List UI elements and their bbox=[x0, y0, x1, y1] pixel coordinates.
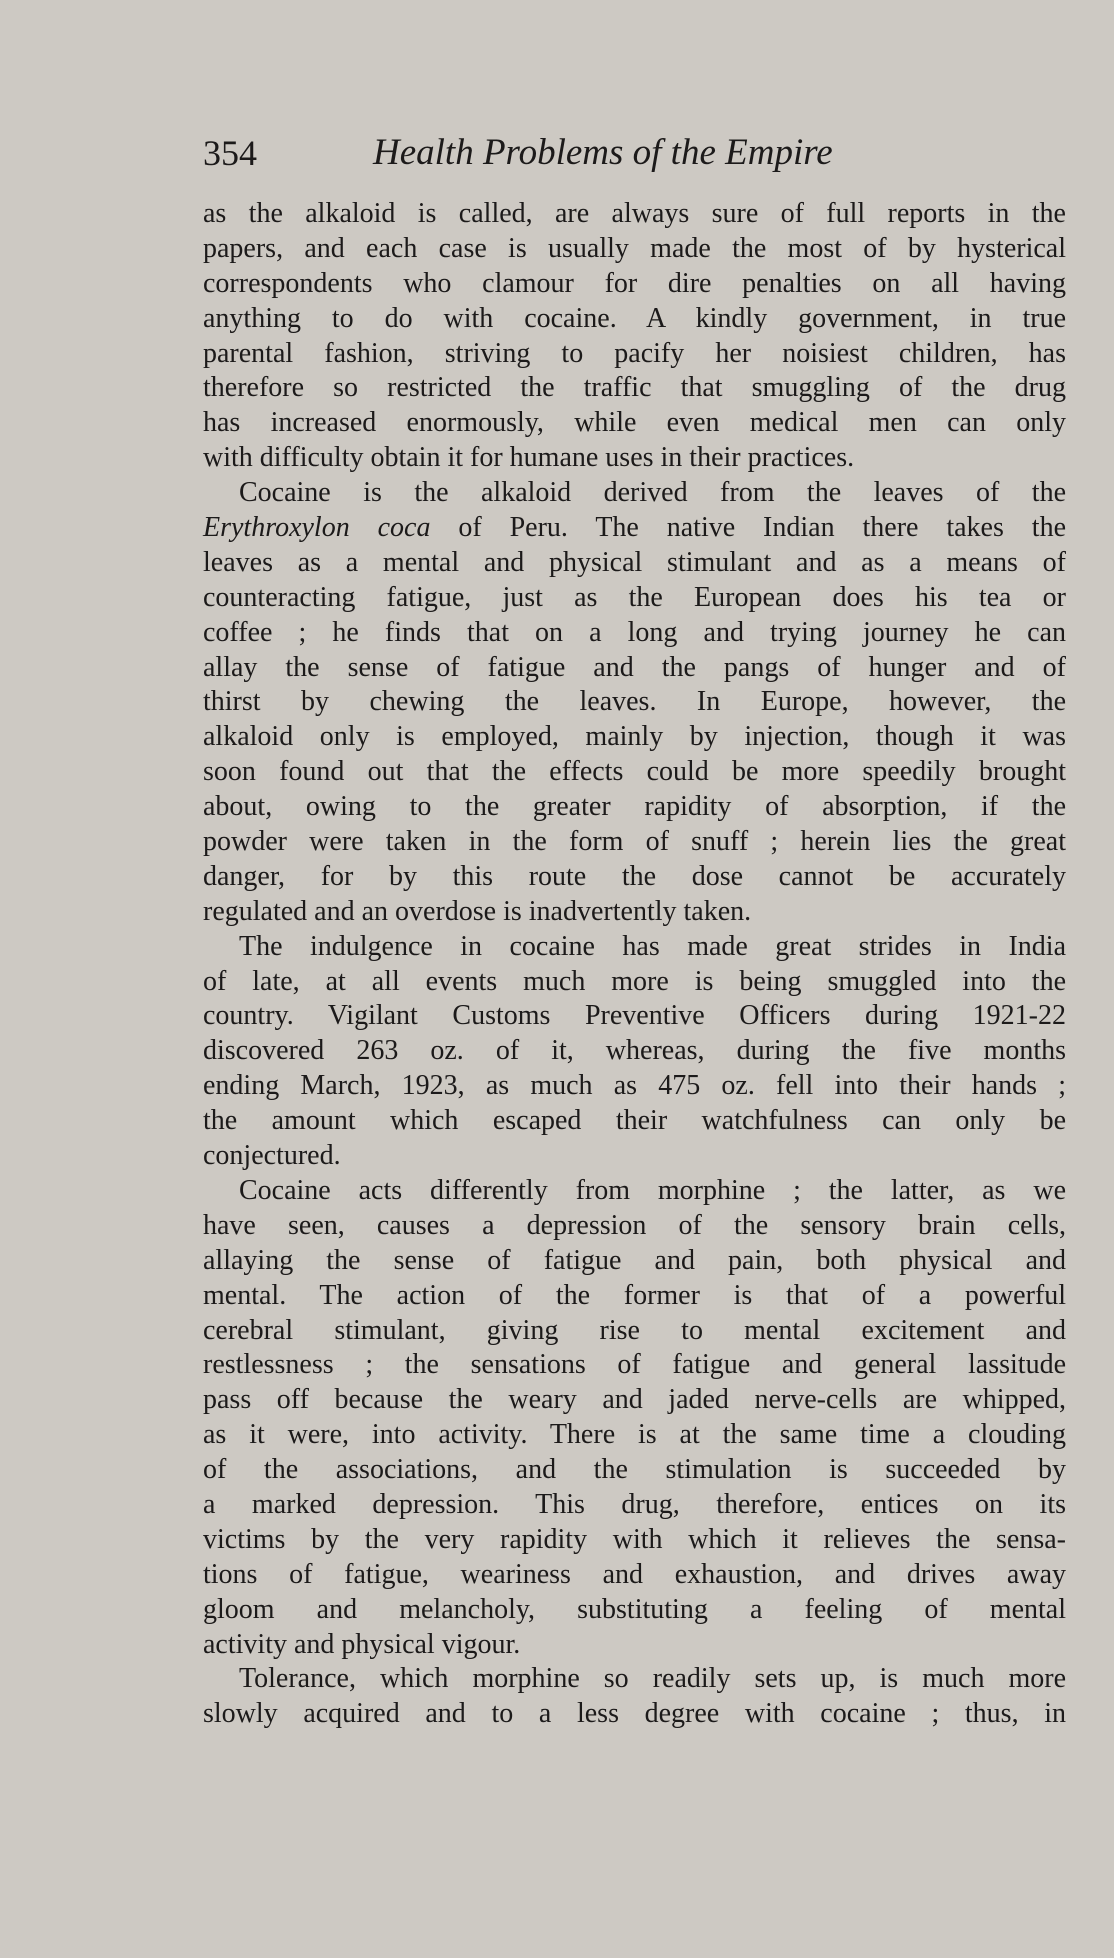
line-text: with difficulty obtain it for humane uses in their practices. bbox=[203, 442, 855, 474]
text-line bbox=[203, 1279, 1066, 1314]
text-line bbox=[203, 965, 1066, 1000]
line-text: the amount which escaped their watchfulness can only be bbox=[203, 1105, 1066, 1137]
text-line bbox=[203, 999, 1066, 1034]
text-line bbox=[203, 1697, 1066, 1732]
line-text: papers, and each case is usually made the most of by hysterical bbox=[203, 232, 1066, 264]
text-line bbox=[203, 1104, 1066, 1139]
text-line bbox=[203, 1209, 1066, 1244]
page-number: 354 bbox=[203, 133, 257, 173]
line-text: coffee ; he finds that on a long and trying journey he can bbox=[203, 616, 1066, 648]
line-text: mental. The action of the former is that of a powerful bbox=[203, 1279, 1066, 1311]
text-line bbox=[203, 720, 1066, 755]
line-text: tions of fatigue, weariness and exhaustion, and drives away bbox=[203, 1558, 1066, 1590]
line-text: victims by the very rapidity with which it relieves the sensa- bbox=[203, 1523, 1066, 1555]
running-title: Health Problems of the Empire bbox=[373, 132, 833, 173]
line-text: powder were taken in the form of snuff ; herein lies the great bbox=[203, 826, 1066, 858]
text-line bbox=[203, 197, 1066, 232]
text-line bbox=[203, 371, 1066, 406]
line-text: activity and physical vigour. bbox=[203, 1628, 521, 1660]
running-header bbox=[203, 128, 1066, 178]
line-text: danger, for by this route the dose cannot be accurately bbox=[203, 860, 1066, 892]
text-line bbox=[203, 825, 1066, 860]
line-text: as the alkaloid is called, are always sure of full reports in the bbox=[203, 198, 1066, 229]
line-text: conjectured. bbox=[203, 1140, 341, 1172]
line-text: ending March, 1923, as much as 475 oz. fell into their hands ; bbox=[203, 1070, 1066, 1102]
line-text: alkaloid only is employed, mainly by injection, though it was bbox=[203, 721, 1066, 753]
text-line bbox=[203, 1453, 1066, 1488]
text-line bbox=[203, 1418, 1066, 1453]
line-text: Cocaine acts differently from morphine ; the latter, as we bbox=[239, 1174, 1066, 1206]
text-line bbox=[203, 337, 1066, 372]
text-line bbox=[203, 546, 1066, 581]
line-text: parental fashion, striving to pacify her noisiest children, has bbox=[203, 337, 1066, 369]
text-line bbox=[203, 1662, 1066, 1697]
body-text bbox=[203, 197, 1066, 1732]
text-line bbox=[203, 755, 1066, 790]
line-text: cerebral stimulant, giving rise to mental excitement and bbox=[203, 1314, 1066, 1346]
text-line bbox=[203, 1034, 1066, 1069]
text-line bbox=[203, 511, 1066, 546]
line-text: allaying the sense of fatigue and pain, both physical and bbox=[203, 1244, 1066, 1276]
text-line bbox=[203, 1348, 1066, 1383]
text-line bbox=[203, 1558, 1066, 1593]
line-text: country. Vigilant Customs Preventive Officers during 1921-22 bbox=[203, 1000, 1066, 1032]
text-line bbox=[203, 232, 1066, 267]
line-text: leaves as a mental and physical stimulant and as a means of bbox=[203, 546, 1066, 578]
italic-term: Erythroxylon coca bbox=[203, 512, 431, 544]
line-text: about, owing to the greater rapidity of absorption, if the bbox=[203, 791, 1066, 823]
line-text: have seen, causes a depression of the sensory brain cells, bbox=[203, 1209, 1066, 1241]
line-text: gloom and melancholy, substituting a feeling of mental bbox=[203, 1593, 1066, 1625]
line-text: discovered 263 oz. of it, whereas, during the five months bbox=[203, 1035, 1066, 1067]
text-line bbox=[203, 302, 1066, 337]
line-text: of late, at all events much more is being smuggled into the bbox=[203, 965, 1066, 997]
line-text: pass off because the weary and jaded nerve-cells are whipped, bbox=[203, 1384, 1066, 1416]
text-line bbox=[203, 1383, 1066, 1418]
text-line bbox=[203, 1628, 1066, 1663]
text-line bbox=[203, 860, 1066, 895]
line-text: anything to do with cocaine. A kindly government, in true bbox=[203, 302, 1066, 334]
text-line bbox=[203, 651, 1066, 686]
text-line bbox=[203, 406, 1066, 441]
line-text: counteracting fatigue, just as the European does his tea or bbox=[203, 581, 1066, 613]
line-text: of Peru. The native Indian there takes the bbox=[430, 512, 1066, 544]
line-text: slowly acquired and to a less degree with cocaine ; thus, in bbox=[203, 1698, 1066, 1730]
text-line bbox=[203, 685, 1066, 720]
line-text: Cocaine is the alkaloid derived from the leaves of the bbox=[239, 477, 1066, 509]
text-line bbox=[203, 476, 1066, 511]
text-line bbox=[203, 441, 1066, 476]
text-line bbox=[203, 790, 1066, 825]
text-line bbox=[203, 1314, 1066, 1349]
text-line bbox=[203, 616, 1066, 651]
text-line bbox=[203, 1523, 1066, 1558]
text-line bbox=[203, 1488, 1066, 1523]
line-text: thirst by chewing the leaves. In Europe, however, the bbox=[203, 686, 1066, 718]
line-text: therefore so restricted the traffic that smuggling of the drug bbox=[203, 372, 1066, 404]
line-text: The indulgence in cocaine has made great strides in India bbox=[239, 930, 1066, 962]
text-line bbox=[203, 895, 1066, 930]
line-text: a marked depression. This drug, therefore, entices on its bbox=[203, 1488, 1066, 1520]
text-line bbox=[203, 1174, 1066, 1209]
line-text: allay the sense of fatigue and the pangs of hunger and of bbox=[203, 651, 1066, 683]
line-text: regulated and an overdose is inadvertently taken. bbox=[203, 895, 752, 927]
text-line bbox=[203, 581, 1066, 616]
text-line bbox=[203, 1593, 1066, 1628]
line-text: restlessness ; the sensations of fatigue and general lassitude bbox=[203, 1349, 1066, 1381]
text-line bbox=[203, 267, 1066, 302]
line-text: of the associations, and the stimulation is succeeded by bbox=[203, 1454, 1066, 1486]
text-line bbox=[203, 1069, 1066, 1104]
line-text: Tolerance, which morphine so readily sets up, is much more bbox=[239, 1663, 1066, 1695]
line-text: has increased enormously, while even medical men can only bbox=[203, 407, 1066, 439]
line-text: soon found out that the effects could be more speedily brought bbox=[203, 756, 1066, 788]
line-text: as it were, into activity. There is at the same time a clouding bbox=[203, 1419, 1066, 1451]
line-text: correspondents who clamour for dire penalties on all having bbox=[203, 267, 1066, 299]
text-line bbox=[203, 930, 1066, 965]
text-line bbox=[203, 1244, 1066, 1279]
text-line bbox=[203, 1139, 1066, 1174]
